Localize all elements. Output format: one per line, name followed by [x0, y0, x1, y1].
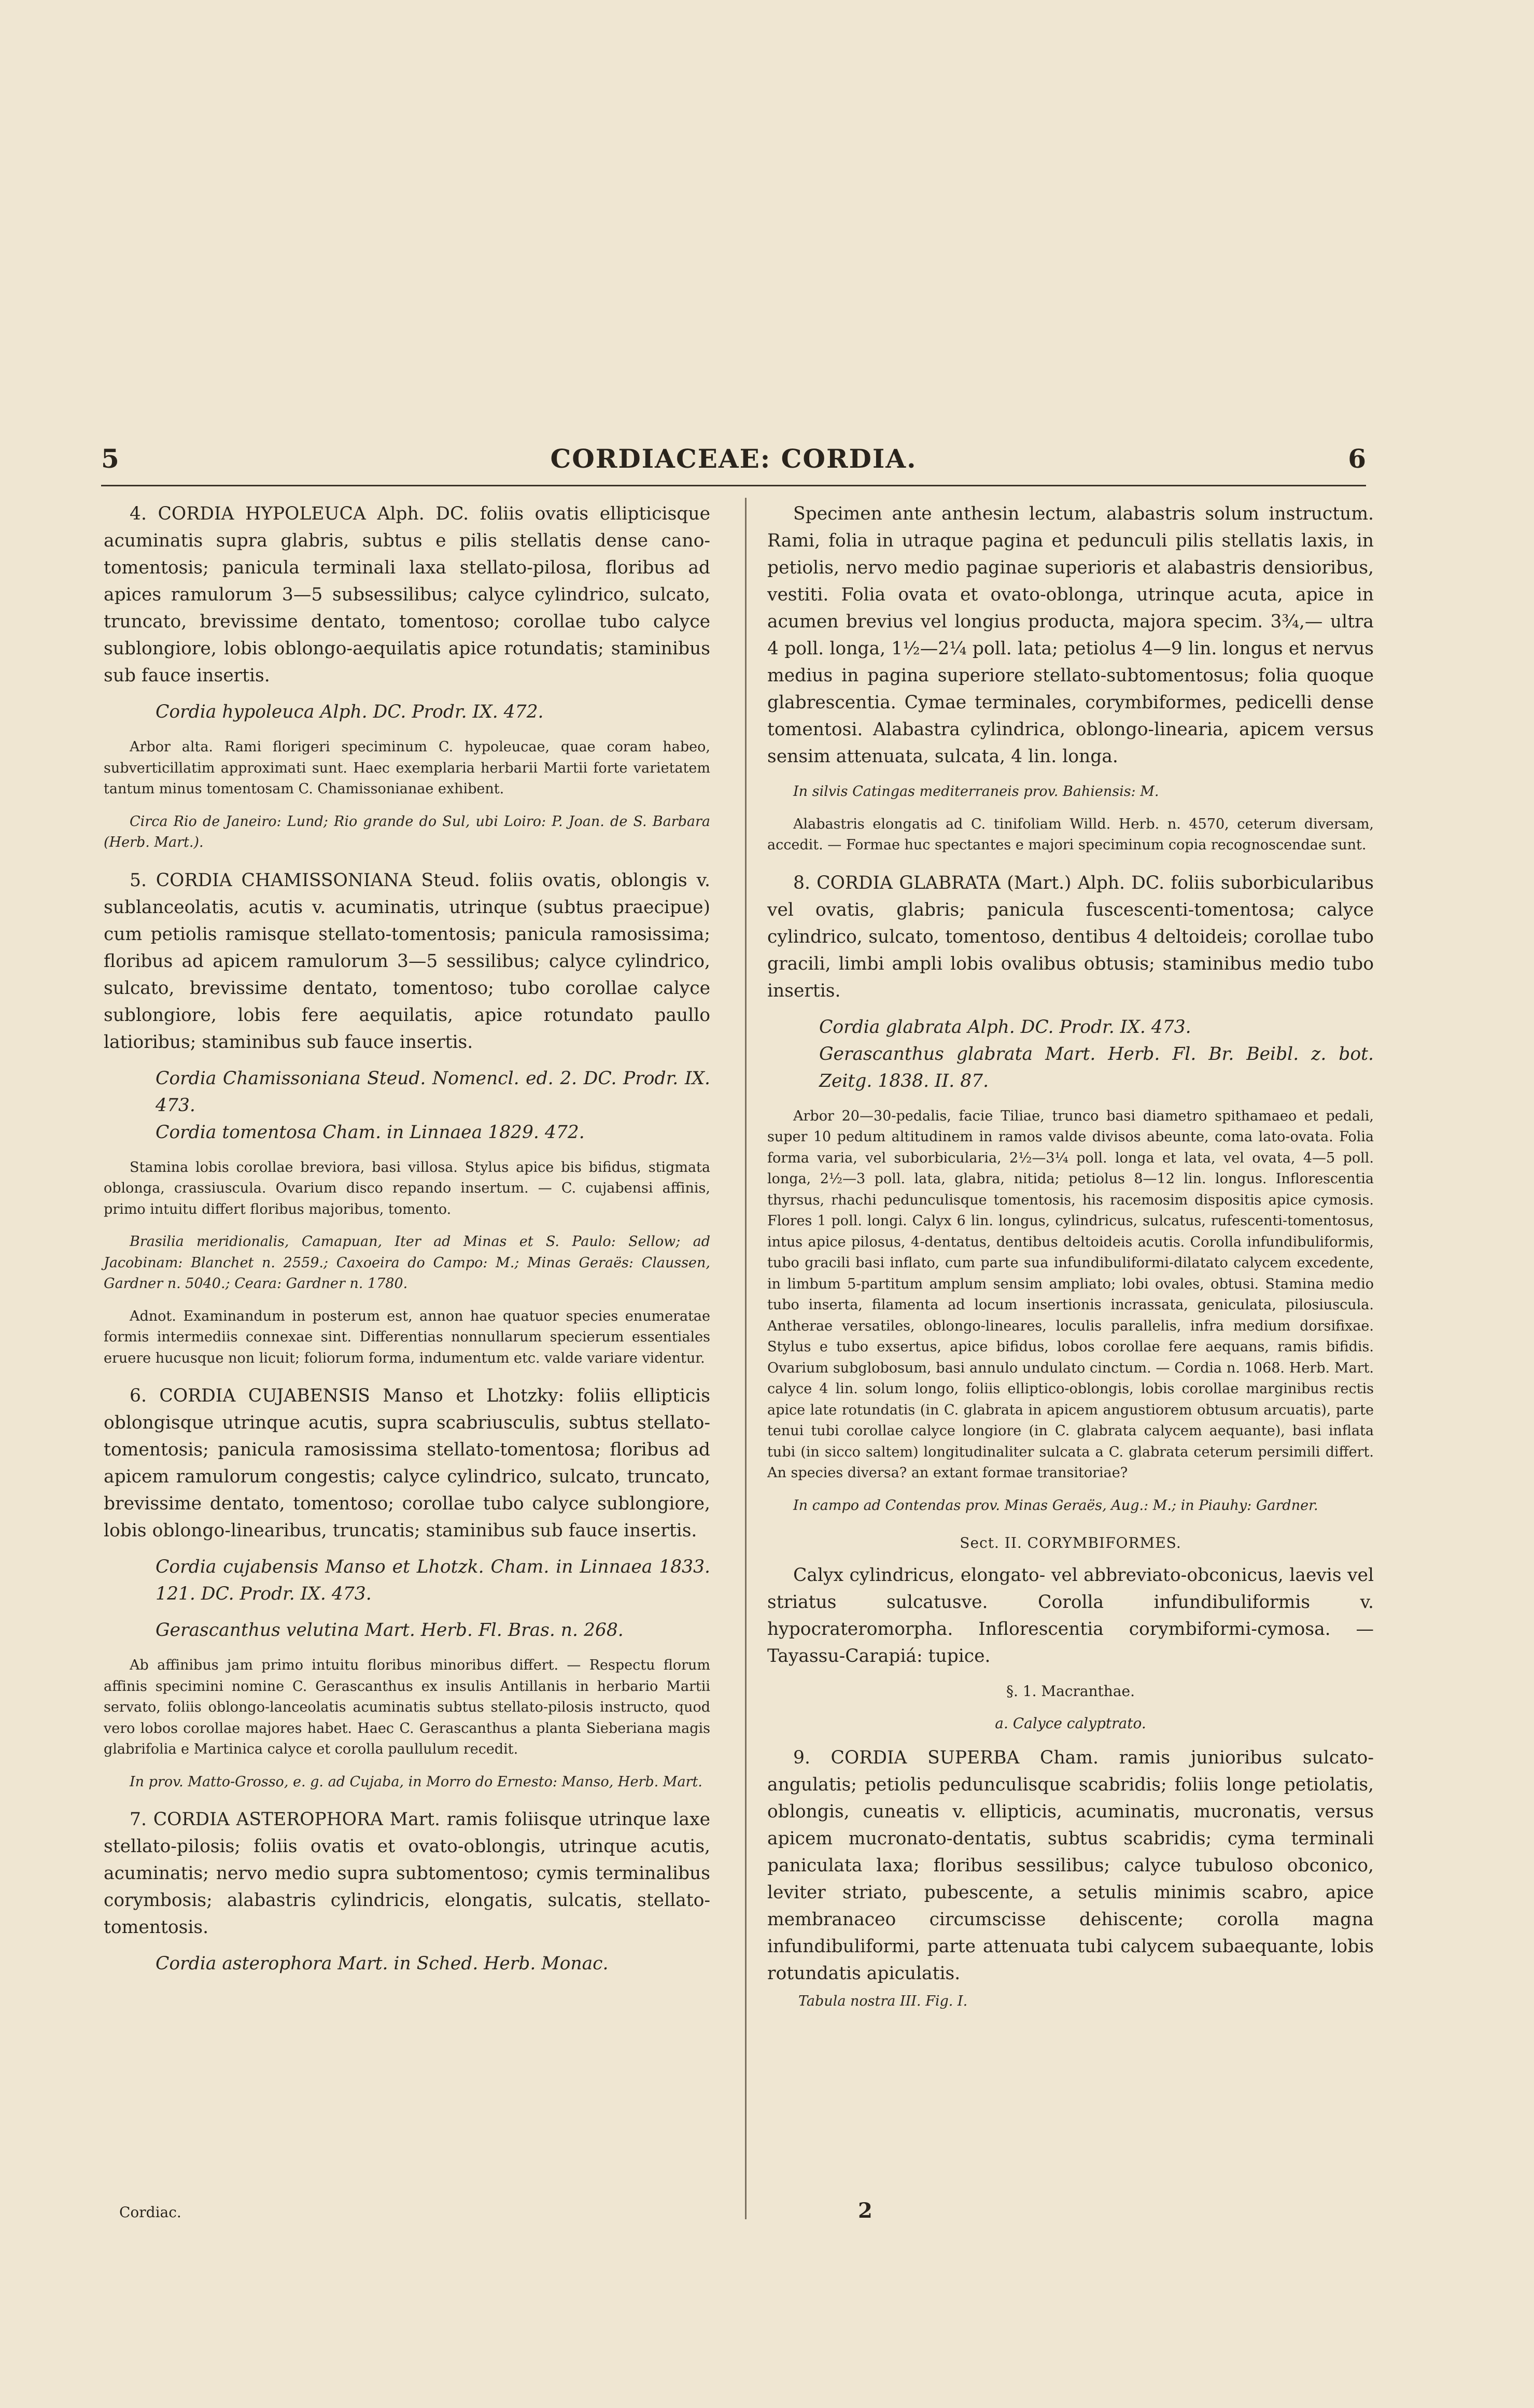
species-7-note: Alabastris elongatis ad C. tinifoliam Willd. Herb. n. 4570, ceterum diversam, accedit. — Formae huc spectantes e majori speciminum copia recognoscendae sunt.	[767, 816, 1374, 853]
species-6-citation-1: Cordia cujabensis Manso et Lhotzk. Cham. in Linnaea 1833. 121. DC. Prodr. IX. 473.	[156, 1557, 710, 1604]
species-5-diagnosis: 5. CORDIA CHAMISSONIANA Steud. foliis ovatis, oblongis v. sublanceolatis, acutis v. acuminatis, utrinque (subtus praecipue) cum petiolis ramisque stellato-tomentosis; panicula ramosissima; floribus ad apicem ramulorum 3—5 sessilibus; calyce cylindrico, sulcato, brevissime dentato, tomentoso; tubo corollae calyce sublongiore, lobis fere aequilatis, apice rotundato paullo latioribus; staminibus sub fauce insertis.	[104, 870, 710, 1053]
footer-catchword: Cordiac.	[119, 2204, 181, 2221]
species-5-locality: Brasilia meridionalis, Camapuan, Iter ad Minas et S. Paulo: Sellow; ad Jacobinam: Blanchet n. 2559.; Caxoeira do Campo: M.; Minas Geraës: Claussen, Gardner n. 5040.; Ceara: Gardner n. 1780.	[104, 1234, 710, 1292]
section-description: Calyx cylindricus, elongato- vel abbreviato-obconicus, laevis vel striatus sulcatusve. Corolla infundibuliformis v. hypocrateromorpha. Inflorescentia corymbiformi-cymosa. — Tayassu-Carapiá: tupice.	[767, 1565, 1374, 1667]
species-5-citation-1: Cordia Chamissoniana Steud. Nomencl. ed. 2. DC. Prodr. IX. 473.	[156, 1068, 710, 1116]
column-divider	[745, 498, 747, 2219]
subsubsection-heading: a. Calyce calyptrato.	[995, 1715, 1146, 1732]
species-7-description: Specimen ante anthesin lectum, alabastris solum instructum. Rami, folia in utraque pagina et pedunculi pilis stellatis laxis, in petiolis, nervo medio paginae superioris et alabastris densioribus, vestiti. Folia ovata et ovato-oblonga, utrinque acuta, apice in acumen brevius vel longius producta, majora specim. 3¾,— ultra 4 poll. longa, 1½—2¼ poll. lata; petiolus 4—9 lin. longus et nervus medius in pagina superiore stellato-subtomentosus; folia quoque glabrescentia. Cymae terminales, corymbiformes, pedicelli dense tomentosi. Alabastra cylindrica, oblongo-linearia, apicem versus sensim attenuata, sulcata, 4 lin. longa.	[767, 503, 1374, 767]
species-5-citation-2: Cordia tomentosa Cham. in Linnaea 1829. 472.	[156, 1122, 585, 1143]
species-8-note: Arbor 20—30-pedalis, facie Tiliae, trunco basi diametro spithamaeo et pedali, super 10 pedum altitudinem in ramos valde divisos abeunte, coma lato-ovata. Folia forma varia, vel suborbicularia, 2½—3¼ poll. longa et lata, vel ovata, 4—5 poll. longa, 2½—3 poll. lata, glabra, nitida; petiolus 8—12 lin. longus. Inflorescentia thyrsus, rhachi pedunculisque tomentosis, his racemosim dispositis apice cymosis. Flores 1 poll. longi. Calyx 6 lin. longus, cylindricus, sulcatus, rufescenti-tomentosus, intus apice pilosus, 4-dentatus, dentibus deltoideis acutis. Corolla infundibuliformis, tubo gracili basi inflato, cum parte sua infundibuliformi-dilatato calycem excedente, in limbum 5-partitum amplum sensim ampliato; lobi ovales, obtusi. Stamina medio tubo inserta, filamenta ad locum insertionis incrassata, geniculata, pilosiuscula. Antherae versatiles, oblongo-lineares, loculis parallelis, infra medium dorsifixae. Stylus e tubo exsertus, apice bifidus, lobos corollae fere aequans, ramis bifidis. Ovarium subglobosum, basi annulo undulato cinctum. — Cordia n. 1068. Herb. Mart. calyce 4 lin. solum longo, foliis elliptico-oblongis, lobis corollae marginibus rectis apice late rotundatis (in C. glabrata in apicem angustiorem obtusum arcuatis), parte tenui tubi corollae calyce longiore (in C. glabrata calycem aequante), basi inflata tubi (in sicco saltem) longitudinaliter sulcata a C. glabrata ceterum persimili differt. An species diversa? an extant formae transitoriae?	[767, 1108, 1374, 1481]
species-8-citation-1: Cordia glabrata Alph. DC. Prodr. IX. 473.	[819, 1016, 1191, 1038]
header-rule	[101, 485, 1366, 486]
running-header	[101, 443, 1366, 480]
species-7-locality: In silvis Catingas mediterraneis prov. Bahiensis: M.	[793, 783, 1159, 800]
running-title: CORDIACEAE: CORDIA.	[550, 443, 917, 474]
species-7-diagnosis: 7. CORDIA ASTEROPHORA Mart. ramis foliisque utrinque laxe stellato-pilosis; foliis ovatis et ovato-oblongis, utrinque acutis, acuminatis; nervo medio supra subtomentoso; cymis terminalibus corymbosis; alabastris cylindricis, elongatis, sulcatis, stellato-tomentosis.	[104, 1809, 710, 1938]
right-column	[767, 500, 1374, 2012]
species-5-note: Stamina lobis corollae breviora, basi villosa. Stylus apice bis bifidus, stigmata oblonga, crassiuscula. Ovarium disco repando insertum. — C. cujabensi affinis, primo intuitu differt floribus majoribus, tomento.	[104, 1159, 710, 1217]
species-8-citation-2: Gerascanthus glabrata Mart. Herb. Fl. Br. Beibl. z. bot. Zeitg. 1838. II. 87.	[819, 1043, 1374, 1091]
species-4-diagnosis: 4. CORDIA HYPOLEUCA Alph. DC. foliis ovatis ellipticisque acuminatis supra glabris, subtus e pilis stellatis dense cano-tomentosis; panicula terminali laxa stellato-pilosa, floribus ad apices ramulorum 3—5 subsessilibus; calyce cylindrico, sulcato, truncato, brevissime dentato, tomentoso; corollae tubo calyce sublongiore, lobis oblongo-aequilatis apice rotundatis; staminibus sub fauce insertis.	[104, 503, 710, 686]
species-4-locality: Circa Rio de Janeiro: Lund; Rio grande do Sul, ubi Loiro: P. Joan. de S. Barbara (Herb. Mart.).	[104, 813, 710, 850]
section-heading: Sect. II. CORYMBIFORMES.	[960, 1534, 1181, 1551]
species-6-diagnosis: 6. CORDIA CUJABENSIS Manso et Lhotzky: foliis ellipticis oblongisque utrinque acutis, supra scabriusculis, subtus stellato-tomentosis; panicula ramosissima stellato-tomentosa; floribus ad apicem ramulorum congestis; calyce cylindrico, sulcato, truncato, brevissime dentato, tomentoso; corollae tubo calyce sublongiore, lobis oblongo-linearibus, truncatis; staminibus sub fauce insertis.	[104, 1385, 710, 1541]
species-8-locality: In campo ad Contendas prov. Minas Geraës, Aug.: M.; in Piauhy: Gardner.	[793, 1497, 1318, 1514]
subsection-heading: §. 1. Macranthae.	[1006, 1683, 1135, 1700]
species-9-plate-reference: Tabula nostra III. Fig. I.	[798, 1993, 968, 2009]
species-4-note: Arbor alta. Rami florigeri speciminum C. hypoleucae, quae coram habeo, subverticillatim approximati sunt. Haec exemplaria herbarii Martii forte varietatem tantum minus tomentosam C. Chamissonianae exhibent.	[104, 739, 710, 797]
species-9-diagnosis: 9. CORDIA SUPERBA Cham. ramis junioribus sulcato-angulatis; petiolis pedunculisque scabridis; foliis longe petiolatis, oblongis, cuneatis v. ellipticis, acuminatis, mucronatis, versus apicem mucronato-dentatis, subtus scabridis; cyma terminali paniculata laxa; floribus sessilibus; calyce tubuloso obconico, leviter striato, pubescente, a setulis minimis scabro, apice membranaceo circumscisse dehiscente; corolla magna infundibuliformi, parte attenuata tubi calycem subaequante, lobis rotundatis apiculatis.	[767, 1747, 1374, 1984]
signature-mark: 2	[858, 2199, 872, 2223]
left-column	[104, 500, 710, 1977]
species-7-citation: Cordia asterophora Mart. in Sched. Herb. Monac.	[156, 1953, 609, 1974]
species-6-locality: In prov. Matto-Grosso, e. g. ad Cujaba, in Morro do Ernesto: Manso, Herb. Mart.	[130, 1773, 702, 1790]
species-5-adnotation: Adnot. Examinandum in posterum est, annon hae quatuor species enumeratae formis intermediis connexae sint. Differentias nonnullarum specierum essentiales eruere hucusque non licuit; foliorum forma, indumentum etc. valde variare videntur.	[104, 1308, 710, 1366]
page-number-left: 5	[101, 443, 119, 474]
species-4-citation: Cordia hypoleuca Alph. DC. Prodr. IX. 472.	[156, 702, 544, 722]
page-number-right: 6	[1348, 443, 1366, 474]
species-6-note: Ab affinibus jam primo intuitu floribus minoribus differt. — Respectu florum affinis specimini nomine C. Gerascanthus ex insulis Antillanis in herbario Martii servato, foliis oblongo-lanceolatis acuminatis subtus stellato-pilosis instructo, quod vero lobos corollae majores habet. Haec C. Gerascanthus a planta Sieberiana magis glabrifolia e Martinica calyce et corolla paullulum recedit.	[104, 1657, 710, 1757]
species-6-citation-2: Gerascanthus velutina Mart. Herb. Fl. Bras. n. 268.	[156, 1620, 624, 1641]
species-8-diagnosis: 8. CORDIA GLABRATA (Mart.) Alph. DC. foliis suborbicularibus vel ovatis, glabris; panicula fuscescenti-tomentosa; calyce cylindrico, sulcato, tomentoso, dentibus 4 deltoideis; corollae tubo gracili, limbi ampli lobis ovalibus obtusis; staminibus medio tubo insertis.	[767, 872, 1374, 1001]
